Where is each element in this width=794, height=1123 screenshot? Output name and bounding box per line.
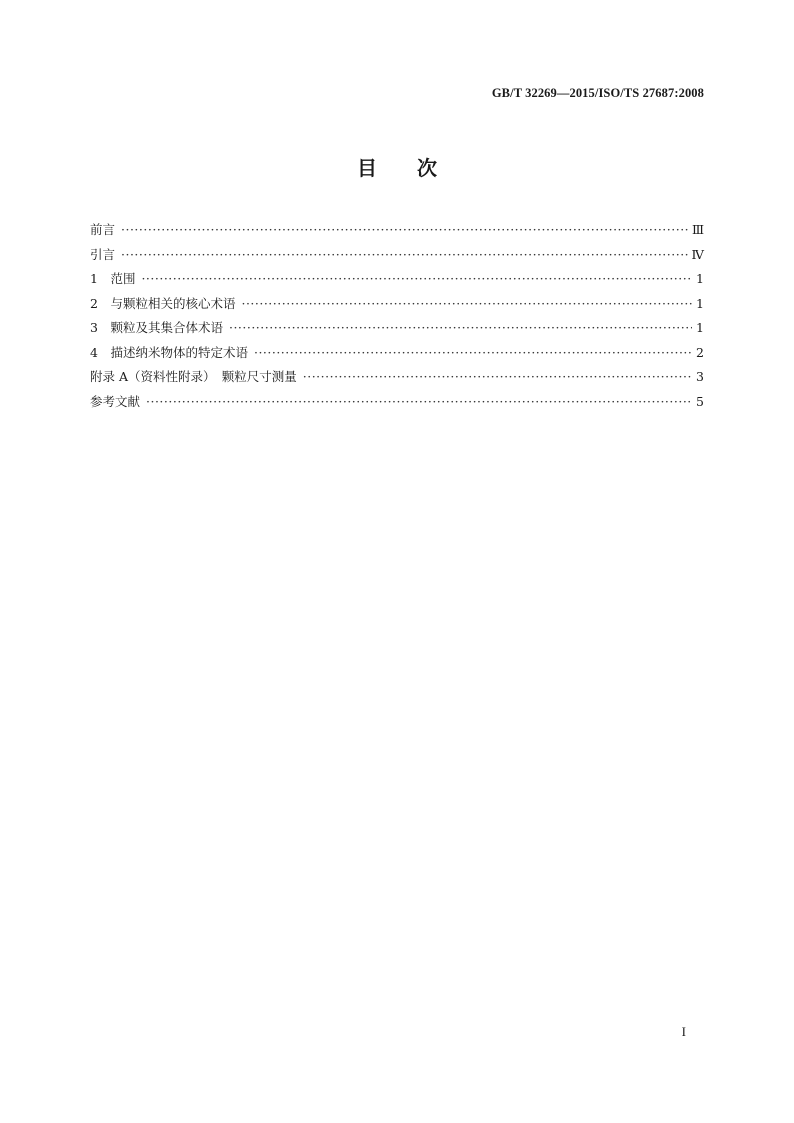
dot-leader	[146, 390, 692, 415]
toc-entry-label: 4 描述纳米物体的特定术语	[90, 344, 248, 360]
toc-entry-assembly-terms[interactable]	[90, 316, 704, 341]
dot-leader	[229, 316, 692, 341]
toc-entry-label: 1 范围	[90, 271, 136, 286]
toc-entry-page: 1	[696, 271, 704, 286]
dot-leader	[241, 292, 692, 317]
toc-title: 目次	[357, 156, 477, 180]
dot-leader	[121, 243, 687, 268]
toc-entry-page: Ⅲ	[691, 222, 704, 237]
toc-entry-annex-a[interactable]	[90, 365, 704, 390]
toc-entry-page: 5	[696, 393, 704, 409]
toc-entry-page: 1	[696, 320, 704, 335]
toc-entry-label: 附录 A（资料性附录） 颗粒尺寸测量	[90, 369, 297, 384]
toc-entry-label: 参考文献	[90, 393, 141, 409]
toc-entry-bibliography[interactable]	[90, 390, 704, 415]
page-number: I	[681, 1024, 686, 1039]
dot-leader	[303, 365, 692, 390]
toc-entry-foreword[interactable]	[90, 218, 704, 243]
toc-entry-label: 2 与颗粒相关的核心术语	[90, 295, 236, 311]
toc-entry-core-terms[interactable]	[90, 292, 704, 317]
table-of-contents	[90, 218, 704, 414]
standard-header	[492, 86, 704, 101]
dot-leader	[141, 267, 692, 292]
toc-entry-label: 引言	[90, 246, 116, 262]
dot-leader	[121, 218, 688, 243]
toc-entry-nano-object-terms[interactable]	[90, 341, 704, 366]
toc-entry-label: 3 颗粒及其集合体术语	[90, 320, 223, 335]
dot-leader	[254, 341, 692, 366]
toc-entry-label: 前言	[90, 222, 116, 237]
toc-entry-page: 1	[696, 295, 704, 311]
toc-entry-introduction[interactable]	[90, 243, 704, 268]
standard-designation: GB/T 32269—2015/ISO/TS 27687:2008	[491, 86, 704, 100]
toc-entry-page: 2	[696, 344, 704, 360]
toc-entry-page: 3	[696, 369, 704, 384]
toc-entry-page: Ⅳ	[691, 246, 704, 262]
toc-entry-scope[interactable]	[90, 267, 704, 292]
